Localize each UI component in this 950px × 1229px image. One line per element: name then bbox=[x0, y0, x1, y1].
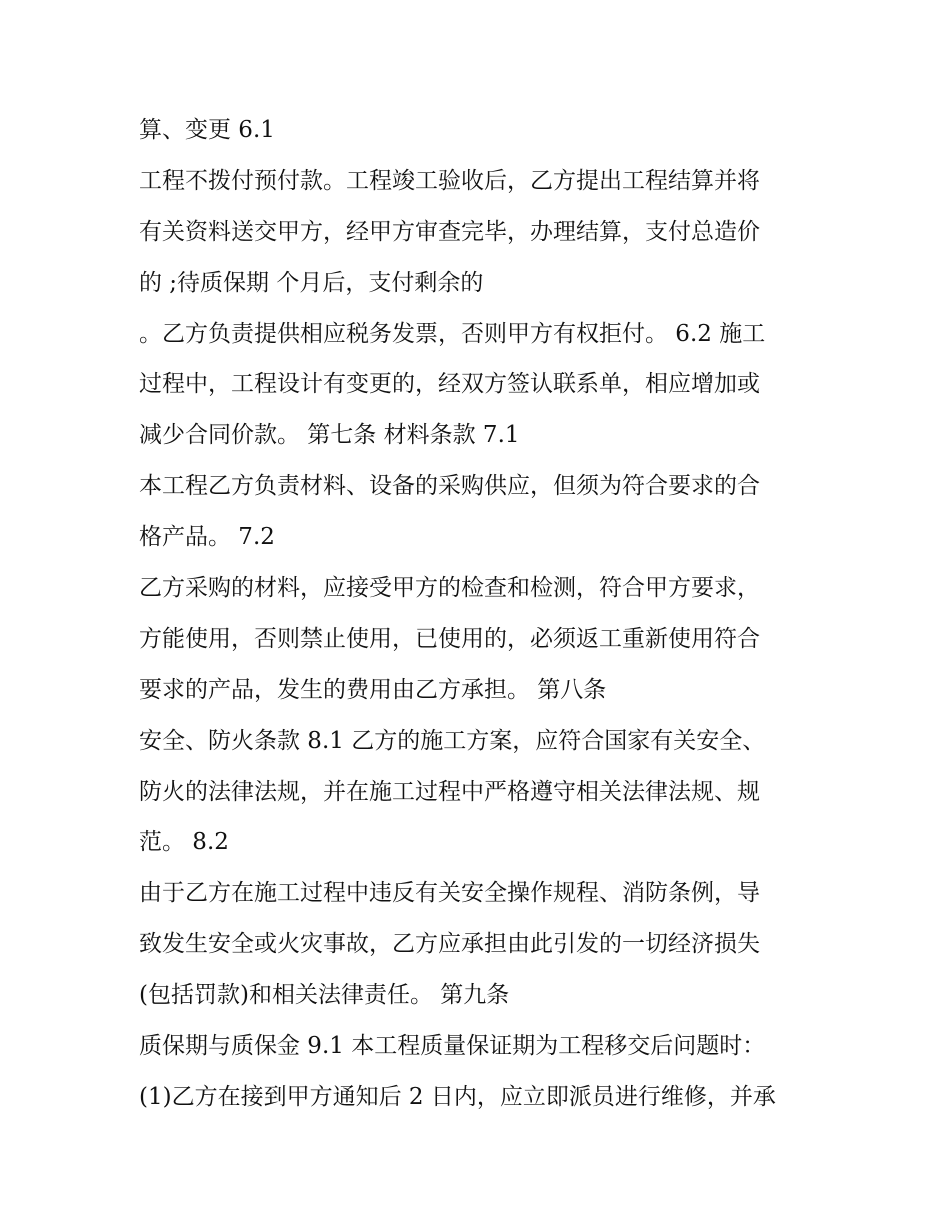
text-line: 工程不拨付预付款。工程竣工验收后，乙方提出工程结算并将 bbox=[139, 167, 760, 194]
text-line: 要求的产品，发生的费用由乙方承担。 第八条 bbox=[139, 676, 607, 703]
text-line: 算、变更 6.1 bbox=[139, 117, 275, 143]
text-line: 本工程乙方负责材料、设备的采购供应，但须为符合要求的合 bbox=[139, 473, 760, 500]
text-line: 的 ;待质保期 个月后，支付剩余的 bbox=[139, 269, 484, 296]
text-line: 安全、防火条款 8.1 乙方的施工方案，应符合国家有关安全、 bbox=[139, 727, 766, 754]
text-line: 乙方采购的材料，应接受甲方的检查和检测，符合甲方要求， bbox=[139, 575, 760, 602]
text-line: 防火的法律法规，并在施工过程中严格遵守相关法律法规、规 bbox=[139, 778, 760, 805]
text-line: 有关资料送交甲方，经甲方审查完毕，办理结算，支付总造价 bbox=[139, 218, 760, 245]
text-line: 方能使用，否则禁止使用，已使用的，必须返工重新使用符合 bbox=[139, 625, 760, 652]
text-line: (1)乙方在接到甲方通知后 2 日内，应立即派员进行维修，并承 bbox=[139, 1083, 776, 1110]
text-line: 。乙方负责提供相应税务发票，否则甲方有权拒付。 6.2 施工 bbox=[139, 320, 766, 347]
text-line: 过程中，工程设计有变更的，经双方签认联系单，相应增加或 bbox=[139, 371, 760, 398]
text-line: 质保期与质保金 9.1 本工程质量保证期为工程移交后问题时： bbox=[139, 1033, 766, 1060]
contract-text bbox=[139, 110, 819, 1128]
text-line: 减少合同价款。 第七条 材料条款 7.1 bbox=[139, 422, 520, 449]
text-line: 由于乙方在施工过程中违反有关安全操作规程、消防条例，导 bbox=[139, 880, 760, 907]
text-line: 致发生安全或火灾事故，乙方应承担由此引发的一切经济损失 bbox=[139, 931, 760, 958]
text-line: (包括罚款)和相关法律责任。 第九条 bbox=[139, 982, 510, 1009]
text-line: 格产品。 7.2 bbox=[139, 524, 275, 551]
text-line: 范。 8.2 bbox=[139, 829, 229, 856]
